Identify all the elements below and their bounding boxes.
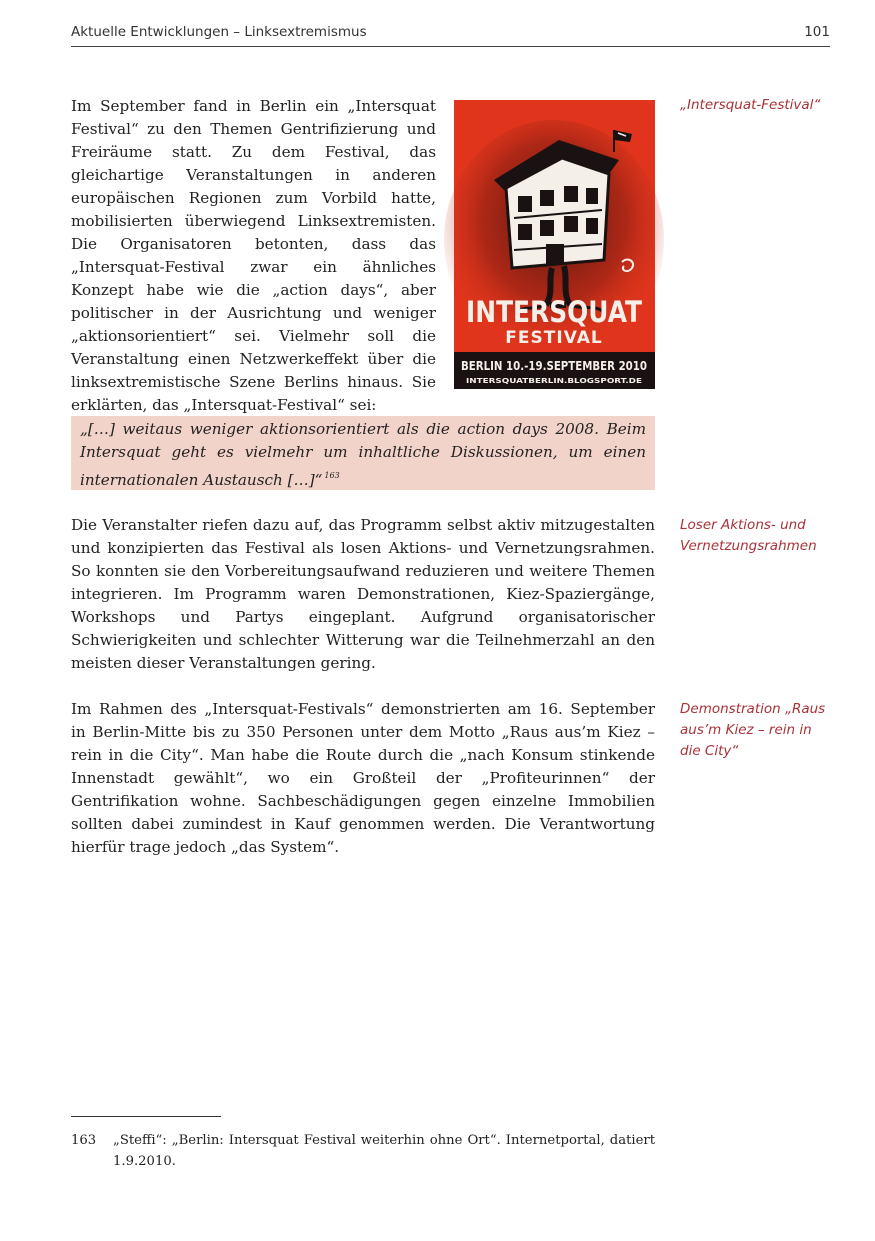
header-title: Aktuelle Entwicklungen – Linksextremismus bbox=[71, 24, 367, 40]
poster-url-line: INTERSQUATBERLIN.BLOGSPORT.DE bbox=[466, 377, 643, 385]
intersquat-festival-poster bbox=[454, 100, 655, 389]
margin-note-demonstration: Demonstration „Raus aus’m Kiez – rein in die City“ bbox=[680, 701, 826, 759]
paragraph-intersquat-intro: Im September fand in Berlin ein „Intersquat Festival“ zu den Themen Gentrifizierung und Freiräume statt. Zu dem Festival, das gleichartige Veranstaltungen in anderen europäischen Regionen zum Vorbild hatte, mobilisierten überwiegend Linksextremisten. Die Organisatoren betonten, dass das „Intersquat-Festival zwar ein ähnliches Konzept habe wie die „action days“, aber politischer in der Ausrichtung und weniger „aktionsorientiert“ sei. Vielmehr soll die Veranstaltung einen Netzwerkeffekt über die linksextremistische Szene Berlins hinaus. Sie erklärten, das „Intersquat-Festival“ sei: bbox=[71, 97, 436, 414]
quote-text: „[…] weitaus weniger aktionsorientiert als die action days 2008. Beim Intersquat geht es vielmehr um inhaltliche Diskussionen, um einen internationalen Austausch […]“ bbox=[80, 420, 646, 489]
footnote bbox=[71, 1130, 655, 1172]
footnote-divider bbox=[71, 1116, 221, 1117]
paragraph-demonstration: Im Rahmen des „Intersquat-Festivals“ demonstrierten am 16. September in Berlin-Mitte bis zu 350 Personen unter dem Motto „Raus aus’m Kiez – rein in die City“. Man habe die Route durch die „nach Konsum stinkende Innenstadt gewählt“, wo ein Großteil der „Profiteurinnen“ der Gentrifikation wohne. Sachbeschädigungen gegen einzelne Immobilien sollten dabei zumindest in Kauf genommen werden. Die Verantwortung hierfür trage jedoch „das System“. bbox=[71, 700, 655, 856]
margin-note-intersquat: „Intersquat-Festival“ bbox=[680, 97, 821, 113]
poster-title-line: INTERSQUAT bbox=[466, 295, 643, 329]
footnote-number: 163 bbox=[71, 1133, 97, 1148]
poster-dates-line: BERLIN 10.-19.SEPTEMBER 2010 bbox=[461, 359, 647, 373]
page-number: 101 bbox=[804, 24, 830, 40]
poster-subtitle-line: FESTIVAL bbox=[505, 328, 603, 348]
running-header bbox=[71, 22, 830, 47]
footnote-reference[interactable]: 163 bbox=[324, 471, 340, 480]
poster-artwork bbox=[454, 100, 655, 389]
margin-note-aktionsrahmen: Loser Aktions- und Vernetzungsrahmen bbox=[680, 517, 817, 554]
blockquote-intersquat bbox=[71, 416, 655, 490]
footnote-text: „Steffi“: „Berlin: Intersquat Festival weiterhin ohne Ort“. Internetportal, datiert 1.9.2010. bbox=[113, 1133, 655, 1169]
paragraph-organisation: Die Veranstalter riefen dazu auf, das Programm selbst aktiv mitzugestalten und konzipierten das Festival als losen Aktions- und Vernetzungsrahmen. So konnten sie den Vorbereitungsaufwand reduzieren und weitere Themen integrieren. Im Programm waren Demonstrationen, Kiez-Spaziergänge, Workshops und Partys eingeplant. Aufgrund organisatorischer Schwierigkeiten und schlechter Witterung war die Teilnehmerzahl an den meisten dieser Veranstaltungen gering. bbox=[71, 516, 655, 672]
